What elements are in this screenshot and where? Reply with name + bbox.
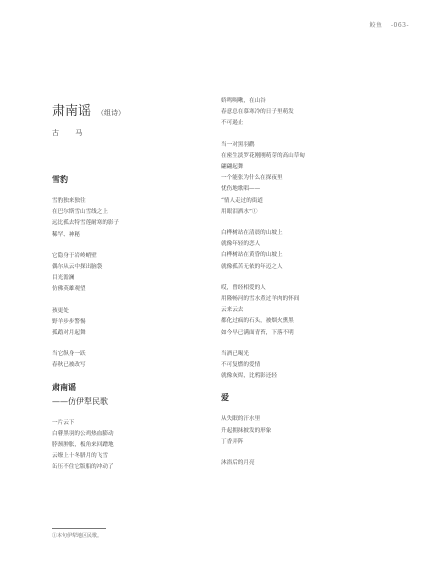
stanza xyxy=(221,414,411,448)
poem-line: 一片云下 xyxy=(52,419,75,426)
poem-line: 春秋已被改写 xyxy=(52,362,86,369)
stanza xyxy=(221,458,411,469)
poem-line: 春意总在慕寒冷的日子里萌发 xyxy=(221,109,294,116)
poem-title-row xyxy=(52,100,227,119)
poem-line: 升起拥抹披发的形象 xyxy=(221,427,272,434)
poem-line: 不可复燃的爱情 xyxy=(221,362,261,369)
poem-line: 就像孤苦无依的年迈之人 xyxy=(221,263,283,270)
page-header xyxy=(370,20,409,29)
poem-line: 如今早已满面青苔，下落不明 xyxy=(221,329,294,336)
section-title: 雪豹 xyxy=(52,174,68,184)
poem-line: “情人走过的街道 xyxy=(221,197,264,204)
stanza xyxy=(52,251,227,296)
section-title: 爱 xyxy=(221,392,229,403)
stanza xyxy=(221,349,411,383)
poem-line: 仿佛英雄观望 xyxy=(52,286,86,293)
poem-line: 野羊步步警惕 xyxy=(52,318,86,325)
stanza xyxy=(221,228,411,273)
page-number: -063- xyxy=(390,22,409,29)
poem-line: 偶尔从云中探出脑袋 xyxy=(52,264,103,271)
poem-line: 孩更处 xyxy=(52,307,69,314)
stanza xyxy=(52,196,227,241)
poem-line: 孤鹉对月起舞 xyxy=(52,330,86,337)
poem-subtitle: （组诗） xyxy=(97,109,126,117)
poem-line: 远比孤去特雪莲耐寒的影子 xyxy=(52,220,120,227)
poem-line: 云缭上十冬腊月的飞雪 xyxy=(52,453,108,460)
poem-line: 就像灰烬，比鸦影还轻 xyxy=(221,373,277,380)
poem-line: 雪豹独来独往 xyxy=(52,198,86,204)
poem-line: 忧伤地歌唱—— xyxy=(221,186,261,193)
poem-line: 在密生淡罗花刚刚萌芽的高山草甸 xyxy=(221,152,305,159)
stanza xyxy=(52,418,227,474)
stanza xyxy=(52,306,227,340)
poem-line: 翩翩起舞 xyxy=(221,164,244,171)
poem-line: 哎，曾经相爱的人 xyxy=(221,284,266,291)
section-title: 肃南谣 xyxy=(52,381,76,392)
poem-line: 用隆畅河的雪水煮过羊肉的怀间 xyxy=(221,296,300,303)
poem-line: 缶压不住它版船的冲动了 xyxy=(52,464,114,471)
poem-line: 丁香弄阵 xyxy=(221,438,244,445)
footnote-divider xyxy=(52,528,106,529)
poem-line: 当酒已喝光 xyxy=(221,350,249,357)
poem-line: 目光澹澜 xyxy=(52,275,75,282)
poem-author: 古 马 xyxy=(52,129,90,137)
poem-line: 从失眠的汗水里 xyxy=(221,416,261,423)
poem-line: 白瞽黑羽的公鸡热血膨动 xyxy=(52,430,114,437)
right-column-body xyxy=(221,96,411,469)
stanza xyxy=(221,140,411,218)
poem-line: 用眼泪洒水”① xyxy=(221,208,258,215)
poem-line: 云来云去 xyxy=(221,307,244,314)
left-column xyxy=(52,100,227,484)
poem-line: 白桦树站在清晨的山坡上 xyxy=(221,230,283,237)
footnote: ①本句伊犁地区民歌。 xyxy=(52,533,103,539)
left-column-body xyxy=(52,174,227,474)
poem-line: 就像年轻的恋人 xyxy=(221,241,261,248)
poem-line: 当一对黑羽鹳 xyxy=(221,141,255,148)
poem-line: 白桦树站在黄昏的山坡上 xyxy=(221,252,283,259)
poem-line: 不可遏止 xyxy=(221,120,244,127)
poem-title: 肃南谣 xyxy=(52,104,92,119)
poem-line: 娇鸣啁啾，在山谷 xyxy=(221,98,266,104)
poem-line: 一个能张为什么在探夜里 xyxy=(221,175,283,182)
poem-line: 它隐身于岩岭峭壁 xyxy=(52,252,97,259)
section-subtitle: ——仿伊犁民歌 xyxy=(52,396,108,406)
stanza xyxy=(52,349,227,371)
poem-line: 沐浴后的月亮 xyxy=(221,460,255,467)
stanza xyxy=(221,96,411,130)
poem-line: 当它纵身一跃 xyxy=(52,351,86,358)
poem-line: 稀罕、神秘 xyxy=(52,231,80,238)
poem-line: 在巴尔斯雪山雪线之上 xyxy=(52,209,108,216)
poem-line: 都化过疯的石头，被烟火熏黑 xyxy=(221,318,294,325)
stanza xyxy=(221,283,411,339)
journal-name: 鲛鱼 xyxy=(369,22,383,29)
right-column xyxy=(221,96,411,479)
poem-line: 脖颈肿胀，板角来回蹭地 xyxy=(52,442,114,449)
